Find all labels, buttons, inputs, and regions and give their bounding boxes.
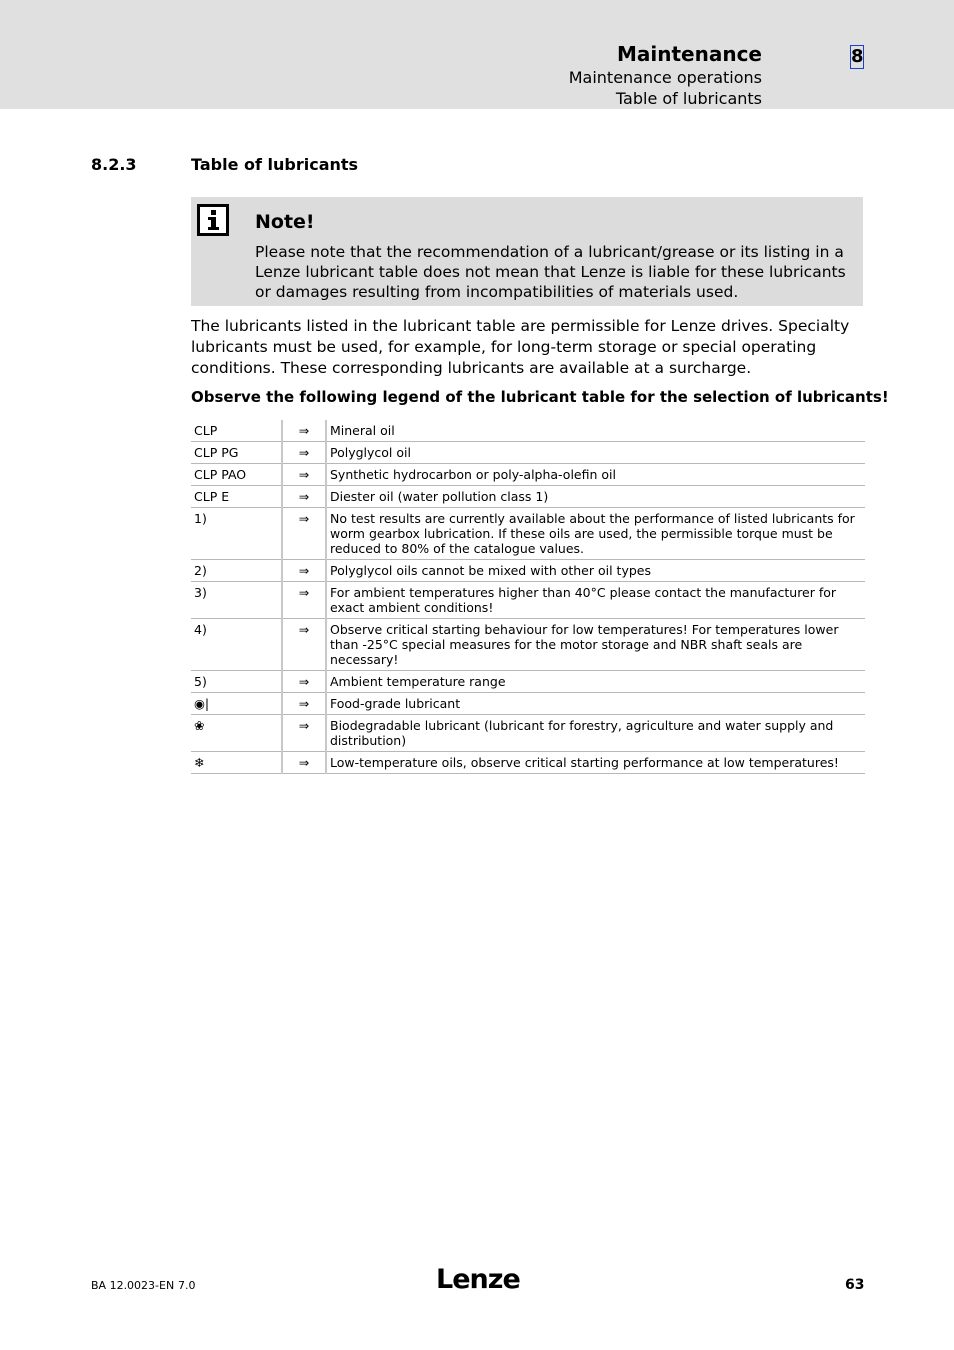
- legend-row: [191, 619, 865, 671]
- chapter-marker[interactable]: 8: [851, 46, 864, 67]
- header-subtitle-1: Maintenance operations: [568, 68, 762, 87]
- arrow-icon: ⇒: [282, 442, 326, 464]
- arrow-icon: ⇒: [282, 486, 326, 508]
- legend-row: [191, 582, 865, 619]
- section-title: Table of lubricants: [191, 155, 359, 174]
- header-subtitle-2: Table of lubricants: [615, 89, 762, 108]
- legend-row: [191, 693, 865, 715]
- info-icon: [197, 204, 229, 236]
- arrow-icon: ⇒: [282, 671, 326, 693]
- legend-row: [191, 420, 865, 442]
- intro-paragraph: The lubricants listed in the lubricant table are permissible for Lenze drives. Specialty lubricants must be used, for example, for long-term storage or special operating conditions. These corresponding lubricants are available at a surcharge.: [191, 317, 850, 377]
- legend-row: [191, 752, 865, 774]
- legend-row: [191, 560, 865, 582]
- legend-row: [191, 464, 865, 486]
- arrow-icon: ⇒: [282, 752, 326, 774]
- legend-row: [191, 486, 865, 508]
- header-title: Maintenance: [616, 42, 762, 66]
- legend-description: For ambient temperatures higher than 40°C please contact the manufacturer for exact ambient conditions!: [326, 582, 865, 619]
- legend-description: Food-grade lubricant: [326, 693, 865, 715]
- arrow-icon: ⇒: [282, 560, 326, 582]
- legend-description: Ambient temperature range: [326, 671, 865, 693]
- legend-key: 4): [191, 619, 282, 671]
- snowflake-icon: ❄: [191, 752, 282, 774]
- arrow-icon: ⇒: [282, 420, 326, 442]
- arrow-icon: ⇒: [282, 619, 326, 671]
- legend-heading: Observe the following legend of the lubricant table for the selection of lubricants!: [191, 388, 889, 406]
- legend-row: [191, 508, 865, 560]
- footer-doc-id: BA 12.0023-EN: [91, 1279, 175, 1292]
- legend-table: [191, 420, 865, 774]
- legend-description: Polyglycol oil: [326, 442, 865, 464]
- legend-description: Biodegradable lubricant (lubricant for forestry, agriculture and water supply and distribution): [326, 715, 865, 752]
- legend-key: CLP E: [191, 486, 282, 508]
- legend-key: 3): [191, 582, 282, 619]
- legend-key: 5): [191, 671, 282, 693]
- food-grade-icon: ◉|: [191, 693, 282, 715]
- legend-key: CLP PAO: [191, 464, 282, 486]
- legend-description: Polyglycol oils cannot be mixed with other oil types: [326, 560, 865, 582]
- legend-description: Diester oil (water pollution class 1): [326, 486, 865, 508]
- legend-key: 2): [191, 560, 282, 582]
- legend-description: No test results are currently available about the performance of listed lubricants for worm gearbox lubrication. If these oils are used, the permissible torque must be reduced to 80% of the catalogue values.: [326, 508, 865, 560]
- legend-key: CLP PG: [191, 442, 282, 464]
- flower-icon: ❀: [191, 715, 282, 752]
- arrow-icon: ⇒: [282, 582, 326, 619]
- legend-description: Observe critical starting behaviour for low temperatures! For temperatures lower than -25°C special measures for the motor storage and NBR shaft seals are necessary!: [326, 619, 865, 671]
- legend-row: [191, 715, 865, 752]
- note-box: [191, 197, 863, 306]
- section-number: 8.2.3: [91, 155, 137, 174]
- legend-description: Synthetic hydrocarbon or poly-alpha-olefin oil: [326, 464, 865, 486]
- legend-row: [191, 442, 865, 464]
- arrow-icon: ⇒: [282, 693, 326, 715]
- legend-key: 1): [191, 508, 282, 560]
- arrow-icon: ⇒: [282, 715, 326, 752]
- legend-key: CLP: [191, 420, 282, 442]
- lenze-logo: Lenze: [436, 1264, 520, 1295]
- note-text: Please note that the recommendation of a lubricant/grease or its listing in a Lenze lubricant table does not mean that Lenze is liable for these lubricants or damages resulting from incompatibilities of materials used.: [255, 243, 846, 301]
- legend-row: [191, 671, 865, 693]
- arrow-icon: ⇒: [282, 508, 326, 560]
- note-title: Note!: [255, 211, 315, 233]
- legend-description: Mineral oil: [326, 420, 865, 442]
- footer-version: 7.0: [178, 1279, 196, 1292]
- legend-description: Low-temperature oils, observe critical starting performance at low temperatures!: [326, 752, 865, 774]
- arrow-icon: ⇒: [282, 464, 326, 486]
- page-number: 63: [845, 1277, 865, 1293]
- header-band: [0, 0, 954, 109]
